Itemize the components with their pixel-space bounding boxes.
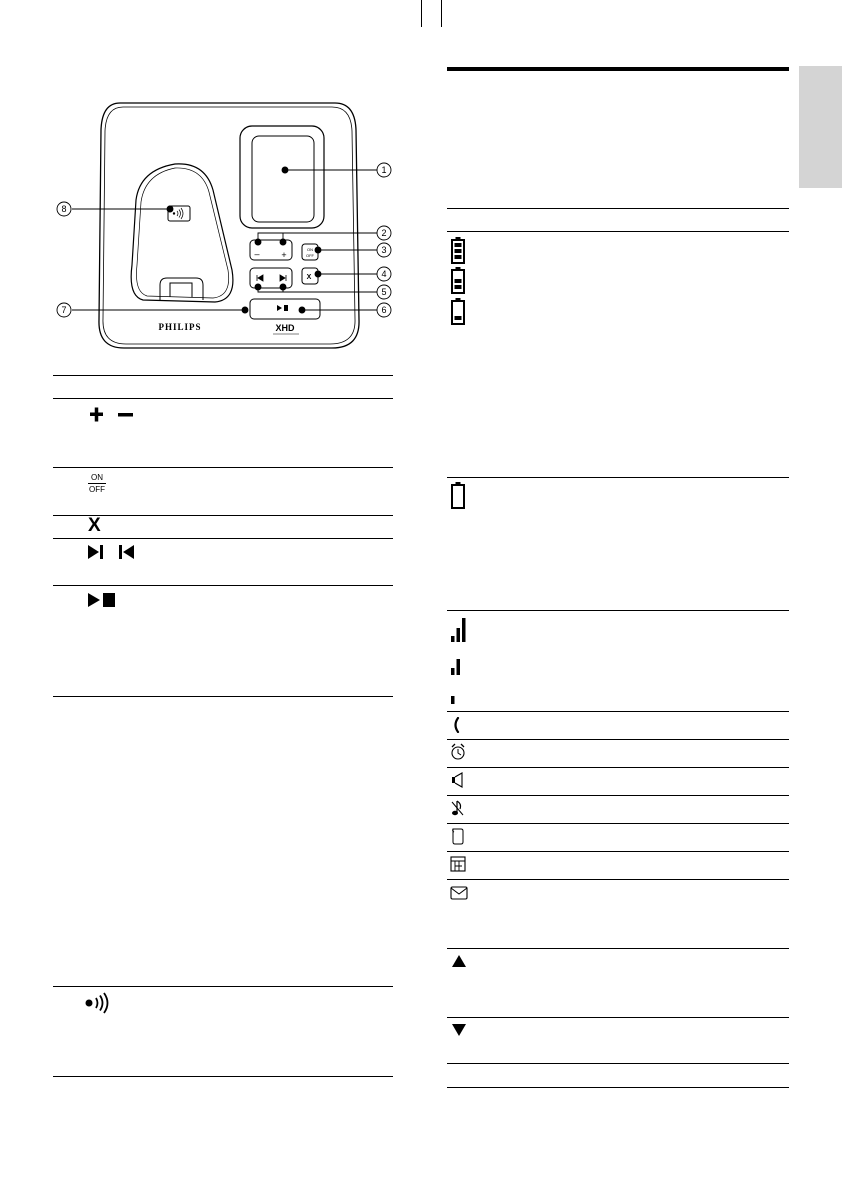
left-table-rule-4	[53, 538, 393, 539]
handset-cradle	[131, 164, 233, 302]
section-heading-rule	[447, 67, 789, 71]
left-table-rule-6	[53, 696, 393, 697]
up-arrow-icon	[451, 954, 467, 968]
call-icon	[452, 717, 464, 733]
right-table-rule-11	[447, 948, 789, 949]
callout-6: 6	[381, 305, 387, 315]
minus-label: –	[254, 249, 260, 259]
plus-label: +	[281, 250, 287, 260]
battery-medium-icon	[451, 267, 465, 294]
right-table-rule-12	[447, 1017, 789, 1018]
left-table-rule-5	[53, 585, 393, 586]
callout-2: 2	[381, 228, 387, 238]
off-mini-label: OFF	[306, 253, 314, 258]
right-table-rule-5	[447, 739, 789, 740]
signal-low-icon	[451, 695, 457, 705]
alarm-icon	[450, 743, 466, 761]
message-icon	[450, 885, 468, 901]
right-table-rule-1	[447, 231, 789, 232]
left-table-rule-0	[53, 375, 393, 376]
callout-5: 5	[381, 287, 387, 297]
on-mini-label: ON	[307, 247, 313, 252]
right-table-rule-14	[447, 1087, 789, 1088]
battery-empty-icon	[451, 482, 465, 509]
left-table-rule-1	[53, 398, 393, 399]
left-table-rule-3	[53, 515, 393, 516]
right-table-rule-6	[447, 767, 789, 768]
callout-1: 1	[381, 165, 387, 175]
base-body-inner	[103, 107, 355, 344]
right-table-rule-2	[447, 477, 789, 478]
speaker-icon	[451, 772, 465, 788]
ringer-off-icon	[451, 799, 465, 817]
skip-fwd-glyph	[280, 275, 286, 281]
on-label: ON	[91, 473, 103, 482]
x-icon: X	[88, 515, 101, 536]
callout-3: 3	[381, 245, 387, 255]
signal-full-icon	[451, 616, 467, 642]
right-table-rule-4	[447, 711, 789, 712]
plus-minus-icon	[90, 407, 140, 423]
display-screen	[252, 136, 314, 222]
right-table-rule-8	[447, 823, 789, 824]
redial-list-icon	[451, 827, 465, 845]
left-table-rule-2	[53, 467, 393, 468]
callout-4: 4	[381, 269, 387, 279]
play-stop-glyph	[277, 305, 288, 311]
left-table-rule-8	[53, 1076, 393, 1077]
callout-7: 7	[61, 305, 67, 315]
on-off-icon	[88, 473, 106, 494]
model-badge: XHD	[275, 323, 295, 333]
x-mini-label: X	[306, 274, 312, 281]
down-arrow-icon	[451, 1023, 467, 1037]
callout-8: 8	[61, 204, 67, 214]
play-stop-icon	[88, 592, 120, 608]
right-table-rule-9	[447, 851, 789, 852]
page-icon	[84, 992, 116, 1014]
right-table-rule-13	[447, 1063, 789, 1064]
phonebook-icon	[450, 856, 466, 873]
off-label: OFF	[89, 485, 105, 494]
right-table-rule-7	[447, 795, 789, 796]
skip-back-glyph	[257, 275, 263, 281]
brand-logo: PHILIPS	[158, 322, 202, 332]
next-prev-icon	[88, 544, 138, 560]
battery-full-icon	[451, 237, 465, 264]
right-table-rule-3	[447, 610, 789, 611]
signal-medium-icon	[451, 656, 467, 676]
right-table-rule-10	[447, 879, 789, 880]
left-table-rule-7	[53, 986, 393, 987]
battery-low-icon	[451, 298, 465, 325]
right-table-rule-0	[447, 208, 789, 209]
